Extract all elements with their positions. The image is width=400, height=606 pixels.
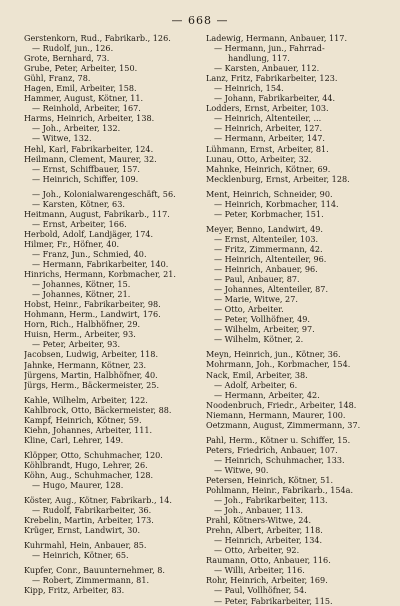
directory-entry: — Heinrich, Arbeiter, 134. xyxy=(214,535,323,546)
directory-entry: Lodders, Ernst, Arbeiter, 103. xyxy=(206,103,329,114)
directory-entry: — Paul, Vollhöfner, 54. xyxy=(214,585,307,596)
directory-entry: — Heinrich, Kötner, 65. xyxy=(32,550,129,561)
directory-entry: Heitmann, August, Fabrikarb., 117. xyxy=(24,208,170,219)
directory-entry: — Ernst, Schiffbauer, 157. xyxy=(32,163,140,174)
directory-entry: Kiehn, Johannes, Arbeiter, 111. xyxy=(24,424,153,435)
directory-entry: — Johannes, Altenteiler, 87. xyxy=(214,284,329,295)
directory-entry: Nack, Emil, Arbeiter, 38. xyxy=(206,369,308,380)
directory-entry: Noodenbruch, Friedr., Arbeiter, 148. xyxy=(206,399,357,410)
directory-entry: — Peter, Arbeiter, 93. xyxy=(32,339,121,350)
directory-entry: — Rudolf, jun., 126. xyxy=(32,43,114,54)
directory-entry: Mahnke, Heinrich, Kötner, 69. xyxy=(206,163,331,174)
directory-entry: Hagen, Emil, Arbeiter, 158. xyxy=(24,83,137,94)
directory-entry: — Rudolf, Fabrikarbeiter, 36. xyxy=(32,505,152,516)
directory-entry: — Witwe, 132. xyxy=(32,133,92,144)
directory-entry: — Robert, Zimmermann, 81. xyxy=(32,575,150,586)
directory-entry: — Heinrich, Altenteiler, ... xyxy=(214,113,322,124)
directory-entry: — Heinrich, Schiffer, 109. xyxy=(32,173,139,184)
directory-entry: Kahlbrock, Otto, Bäckermeister, 88. xyxy=(24,404,172,415)
right-column xyxy=(206,33,384,606)
directory-entry: Harms, Heinrich, Arbeiter, 138. xyxy=(24,113,155,124)
directory-entry: Meyer, Benno, Landwirt, 49. xyxy=(206,223,323,234)
directory-entry: — Marie, Witwe, 27. xyxy=(214,294,298,305)
directory-entry: Meyn, Heinrich, jun., Kötner, 36. xyxy=(206,349,341,360)
directory-entry: Jürgs, Herm., Bäckermeister, 25. xyxy=(24,379,160,390)
directory-entry: Petersen, Heinrich, Kötner, 51. xyxy=(206,474,334,485)
directory-entry: Kuhrmahl, Hein, Anbauer, 85. xyxy=(24,540,147,551)
page-number: — 668 — xyxy=(171,14,229,27)
directory-entry: Jacobsen, Ludwig, Arbeiter, 118. xyxy=(24,349,159,360)
directory-entry: Lühmann, Ernst, Arbeiter, 81. xyxy=(206,143,329,154)
directory-entry: Kampf, Heinrich, Kötner, 59. xyxy=(24,414,142,425)
directory-entry: Heilmann, Clement, Maurer, 32. xyxy=(24,153,157,164)
directory-entry: Hobst, Heinr., Fabrikarbeiter, 98. xyxy=(24,299,161,310)
directory-entry: Kahle, Wilhelm, Arbeiter, 122. xyxy=(24,394,148,405)
directory-entry: — Witwe, 90. xyxy=(214,464,269,475)
directory-entry: Krüger, Ernst, Landwirt, 30. xyxy=(24,525,141,536)
directory-entry: — Johannes, Kötner, 21. xyxy=(32,289,131,300)
directory-entry: — Hugo, Maurer, 128. xyxy=(32,480,124,491)
directory-entry: — Johann, Fabrikarbeiter, 44. xyxy=(214,93,336,104)
directory-entry: — Paul, Anbauer, 87. xyxy=(214,274,300,285)
directory-entry: — Reinhold, Arbeiter, 167. xyxy=(32,103,141,114)
directory-entry: — Hermann, Arbeiter, 42. xyxy=(214,389,320,400)
directory-entry: — Karsten, Kötner, 63. xyxy=(32,198,125,209)
directory-entry: — Hermann, jun., Fahrrad- xyxy=(214,43,325,54)
directory-entry: Lanz, Fritz, Fabrikarbeiter, 123. xyxy=(206,73,338,84)
directory-entry: Horn, Rich., Halbhöfner, 29. xyxy=(24,319,141,330)
directory-entry: Ladewig, Hermann, Anbauer, 117. xyxy=(206,33,348,43)
directory-entry: — Peter, Korbmacher, 151. xyxy=(214,208,324,219)
directory-entry: Rohr, Heinrich, Arbeiter, 169. xyxy=(206,575,328,586)
directory-entry: Prahl, Kötners-Witwe, 24. xyxy=(206,515,312,526)
directory-entry: Klöpper, Otto, Schuhmacher, 120. xyxy=(24,449,163,460)
directory-entry: — Peter, Fabrikarbeiter, 115. xyxy=(214,595,333,606)
directory-entry: Kupfer, Conr., Bauunternehmer, 8. xyxy=(24,565,165,576)
directory-entry: Jürgens, Martin, Halbhöfner, 40. xyxy=(24,369,158,380)
directory-entry: Peters, Friedrich, Anbauer, 107. xyxy=(206,444,338,455)
directory-entry: Raumann, Otto, Anbauer, 116. xyxy=(206,555,331,566)
directory-entry: — Heinrich, Altenteiler, 96. xyxy=(214,253,327,264)
directory-entry: — Hermann, Fabrikarbeiter, 140. xyxy=(32,259,169,270)
directory-entry: Mohrmann, Joh., Korbmacher, 154. xyxy=(206,359,351,370)
directory-entry: — Hermann, Arbeiter, 147. xyxy=(214,133,325,144)
directory-entry: — Wilhelm, Arbeiter, 97. xyxy=(214,324,315,335)
directory-entry: Kipp, Fritz, Arbeiter, 83. xyxy=(24,585,125,596)
directory-entry: Ment, Heinrich, Schneider, 90. xyxy=(206,188,333,199)
directory-entry: Oetzmann, August, Zimmermann, 37. xyxy=(206,419,361,430)
directory-entry: — Karsten, Anbauer, 112. xyxy=(214,63,320,74)
directory-entry: Lunau, Otto, Arbeiter, 32. xyxy=(206,153,312,164)
directory-entry: Gerstenkorn, Rud., Fabrikarb., 126. xyxy=(24,33,171,43)
directory-entry: — Adolf, Arbeiter, 6. xyxy=(214,379,298,390)
directory-entry: — Joh., Fabrikarbeiter, 113. xyxy=(214,495,328,506)
directory-entry: Hohmann, Herm., Landwirt, 176. xyxy=(24,309,161,320)
directory-entry: — Ernst, Arbeiter, 166. xyxy=(32,218,127,229)
directory-entry: — Franz, Jun., Schmied, 40. xyxy=(32,248,147,259)
directory-entry: — Wilhelm, Kötner, 2. xyxy=(214,334,304,345)
directory-entry: Herbold, Adolf, Landjäger, 174. xyxy=(24,228,154,239)
directory-entry: — Heinrich, Anbauer, 96. xyxy=(214,264,318,275)
directory-entry: — Heinrich, Arbeiter, 127. xyxy=(214,123,323,134)
directory-entry: Krebelin, Martin, Arbeiter, 173. xyxy=(24,515,154,526)
directory-entry: Huisn, Herm., Arbeiter, 93. xyxy=(24,329,136,340)
directory-entry: — Willi, Arbeiter, 116. xyxy=(214,565,305,576)
directory-entry: — Heinrich, Korbmacher, 114. xyxy=(214,198,339,209)
directory-entry: Kline, Carl, Lehrer, 149. xyxy=(24,434,124,445)
directory-entry: Pohlmann, Heinr., Fabrikarb., 154a. xyxy=(206,485,354,496)
directory-entry: Prehn, Albert, Arbeiter, 118. xyxy=(206,525,323,536)
directory-entry: Gühl, Franz, 78. xyxy=(24,73,91,84)
directory-entry: Hilmer, Fr., Höfner, 40. xyxy=(24,238,120,249)
directory-entry: Niemann, Hermann, Maurer, 100. xyxy=(206,409,346,420)
directory-entry: Köhlbrandt, Hugo, Lehrer, 26. xyxy=(24,459,148,470)
directory-entry: — Joh., Kolonialwarengeschäft, 56. xyxy=(32,188,176,199)
directory-entry: — Heinrich, Schuhmacher, 133. xyxy=(214,454,345,465)
left-column xyxy=(24,33,202,595)
directory-entry: — Fritz, Zimmermann, 42. xyxy=(214,243,323,254)
directory-entry: — Johannes, Kötner, 15. xyxy=(32,279,131,290)
directory-entry: — Otto, Arbeiter, 92. xyxy=(214,545,300,556)
directory-entry: — Otto, Arbeiter. xyxy=(214,304,284,315)
directory-entry: Mecklenburg, Ernst, Arbeiter, 128. xyxy=(206,173,350,184)
directory-entry: Köster, Aug., Kötner, Fabrikarb., 14. xyxy=(24,495,172,506)
directory-entry: Grube, Peter, Arbeiter, 150. xyxy=(24,63,138,74)
directory-entry: — Peter, Vollhöfner, 49. xyxy=(214,314,310,325)
directory-entry: — Joh., Arbeiter, 132. xyxy=(32,123,121,134)
directory-entry: Pahl, Herm., Kötner u. Schiffer, 15. xyxy=(206,434,351,445)
directory-entry: handlung, 117. xyxy=(228,53,290,64)
directory-entry: Köhn, Aug., Schuhmacher, 128. xyxy=(24,469,154,480)
directory-entry: Grote, Bernhard, 73. xyxy=(24,53,110,64)
directory-entry: Hinrichs, Hermann, Korbmacher, 21. xyxy=(24,269,176,280)
directory-entry: Jahnke, Hermann, Kötner, 23. xyxy=(24,359,147,370)
directory-entry: — Heinrich, 154. xyxy=(214,83,284,94)
directory-entry: Hehl, Karl, Fabrikarbeiter, 124. xyxy=(24,143,154,154)
directory-entry: Hammer, August, Kötner, 11. xyxy=(24,93,144,104)
directory-entry: — Joh., Anbauer, 113. xyxy=(214,505,303,516)
directory-entry: — Ernst, Altenteiler, 103. xyxy=(214,233,319,244)
